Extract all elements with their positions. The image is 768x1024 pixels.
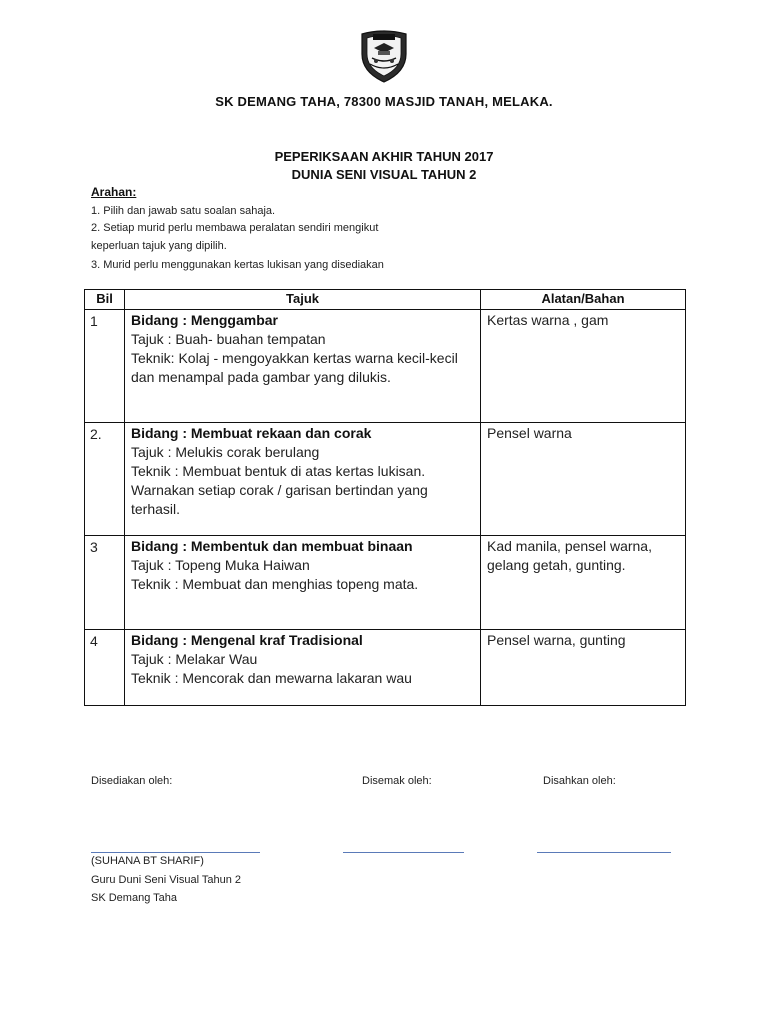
table-row	[85, 310, 686, 423]
row-number: 4	[85, 630, 125, 706]
prepared-by-label: Disediakan oleh:	[91, 775, 173, 787]
row-number: 2.	[85, 423, 125, 536]
header-bil: Bil	[85, 290, 125, 310]
row-topic	[125, 310, 481, 423]
table-row	[85, 423, 686, 536]
row-line: Warnakan setiap corak / garisan bertindan yang terhasil.	[131, 482, 428, 517]
instruction-line: keperluan tajuk yang dipilih.	[91, 240, 227, 252]
school-crest-icon	[358, 28, 410, 84]
row-materials: Kad manila, pensel warna, gelang getah, gunting.	[481, 536, 686, 630]
header-alatan: Alatan/Bahan	[481, 290, 686, 310]
row-line: Teknik : Membuat dan menghias topeng mata.	[131, 576, 419, 592]
row-bidang: Bidang : Mengenal kraf Tradisional	[131, 632, 363, 648]
row-line: Teknik : Membuat bentuk di atas kertas lukisan.	[131, 463, 426, 479]
row-topic	[125, 423, 481, 536]
preparer-name: (SUHANA BT SHARIF)	[91, 855, 204, 867]
signature-line-prepared	[91, 852, 260, 853]
instructions-title: Arahan:	[91, 185, 137, 199]
row-line: Teknik: Kolaj - mengoyakkan kertas warna kecil-kecil	[131, 350, 458, 366]
row-topic	[125, 536, 481, 630]
table-header-row	[85, 290, 686, 310]
row-line: Tajuk : Melakar Wau	[131, 651, 258, 667]
question-table	[84, 289, 686, 706]
signature-line-approved	[537, 852, 671, 853]
row-materials: Pensel warna, gunting	[481, 630, 686, 706]
checked-by-label: Disemak oleh:	[362, 775, 432, 787]
school-name: SK DEMANG TAHA, 78300 MASJID TANAH, MELAKA.	[215, 94, 553, 109]
row-line: Teknik : Mencorak dan mewarna lakaran wau	[131, 670, 412, 686]
row-materials: Pensel warna	[481, 423, 686, 536]
preparer-position: Guru Duni Seni Visual Tahun 2	[91, 874, 242, 886]
row-number: 3	[85, 536, 125, 630]
header-tajuk: Tajuk	[125, 290, 481, 310]
table-row	[85, 630, 686, 706]
row-bidang: Bidang : Membuat rekaan dan corak	[131, 425, 372, 441]
instruction-line: 2. Setiap murid perlu membawa peralatan sendiri mengikut	[91, 222, 379, 234]
instruction-line: 1. Pilih dan jawab satu soalan sahaja.	[91, 205, 276, 217]
signature-line-checked	[343, 852, 464, 853]
row-number: 1	[85, 310, 125, 423]
row-line: Tajuk : Topeng Muka Haiwan	[131, 557, 310, 573]
row-topic	[125, 630, 481, 706]
row-bidang: Bidang : Membentuk dan membuat binaan	[131, 538, 413, 554]
row-line: dan menampal pada gambar yang dilukis.	[131, 369, 391, 385]
row-bidang: Bidang : Menggambar	[131, 312, 279, 328]
approved-by-label: Disahkan oleh:	[543, 775, 616, 787]
row-line: Tajuk : Buah- buahan tempatan	[131, 331, 326, 347]
preparer-school: SK Demang Taha	[91, 892, 178, 904]
subject-title: DUNIA SENI VISUAL TAHUN 2	[291, 167, 477, 182]
row-materials: Kertas warna , gam	[481, 310, 686, 423]
instruction-line: 3. Murid perlu menggunakan kertas lukisan yang disediakan	[91, 259, 384, 271]
exam-title: PEPERIKSAAN AKHIR TAHUN 2017	[274, 149, 494, 164]
table-row	[85, 536, 686, 630]
row-line: Tajuk : Melukis corak berulang	[131, 444, 320, 460]
